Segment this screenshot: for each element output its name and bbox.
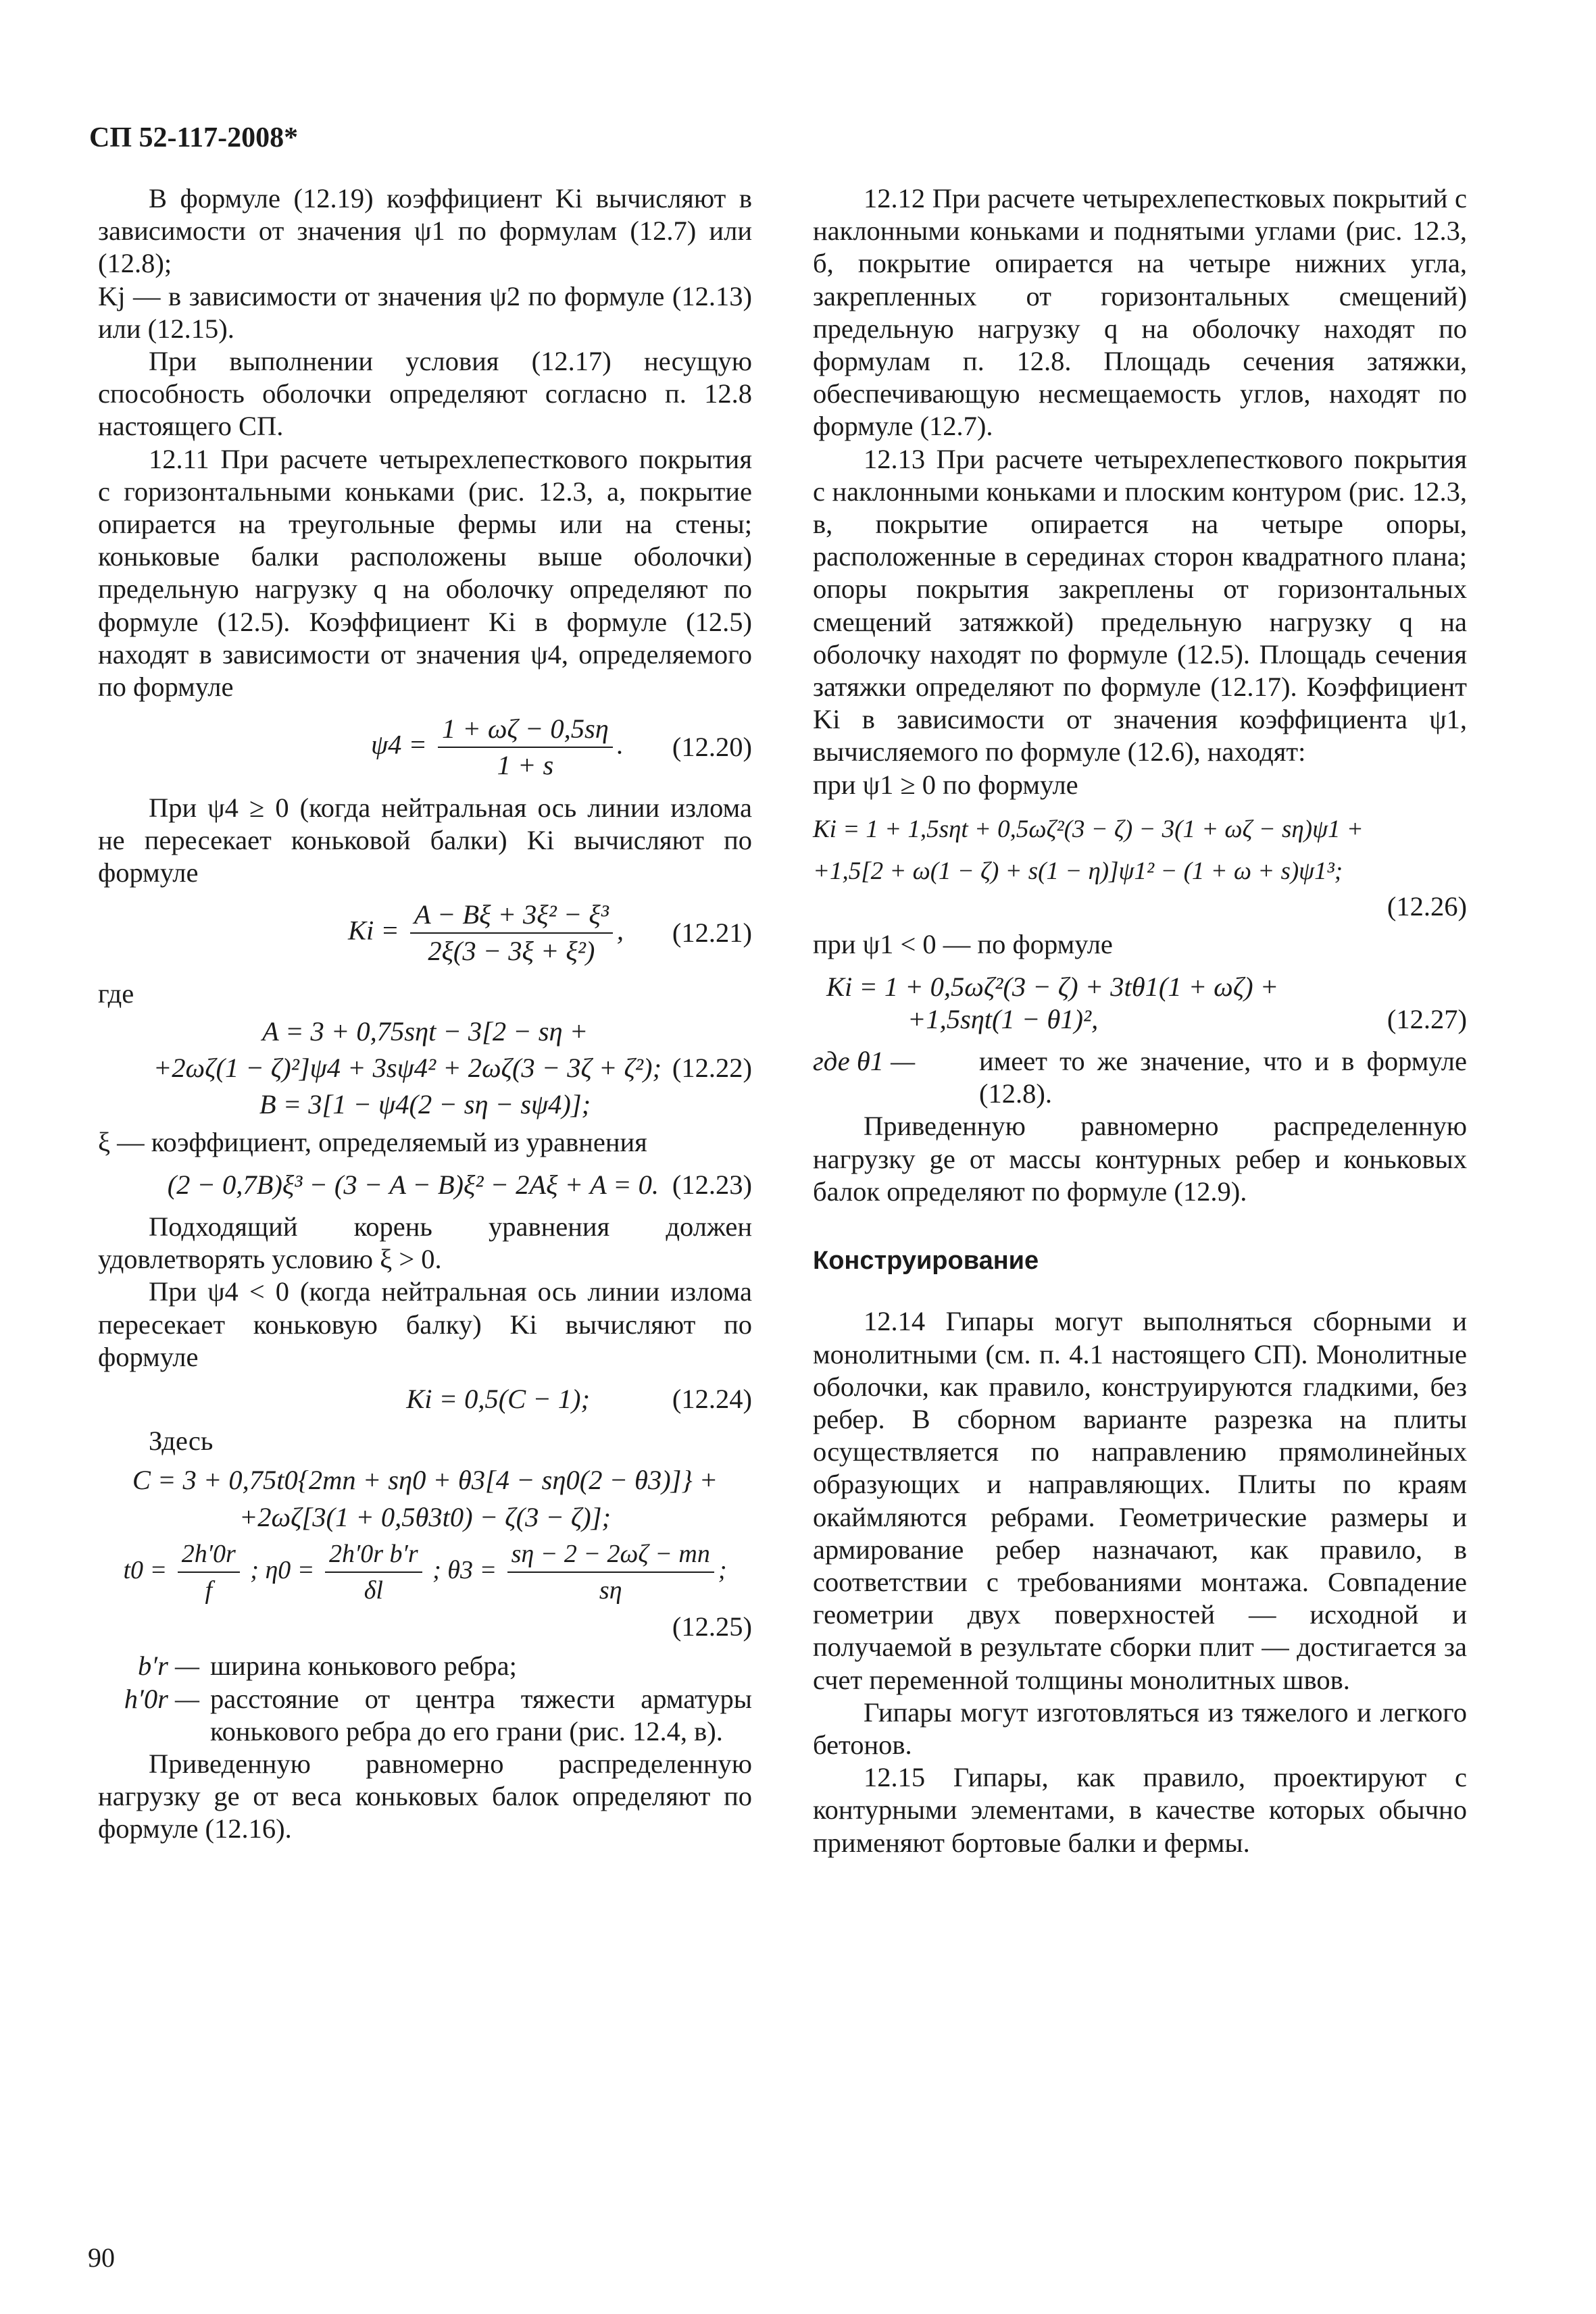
fraction-numerator: 2h′0r b′r	[325, 1538, 422, 1573]
formula-lhs: Ki =	[347, 915, 399, 946]
definition-symbol: где θ1 —	[813, 1046, 916, 1077]
definition-row	[813, 1045, 1467, 1110]
paragraph: Подходящий корень уравнения должен удовлетворять условию ξ > 0.	[98, 1211, 752, 1275]
definition-text: имеет то же значение, что и в формуле (12.8).	[979, 1046, 1467, 1109]
fraction-numerator: 2h′0r	[178, 1538, 240, 1573]
formula-number: (12.22)	[672, 1053, 752, 1084]
formula-12-24	[98, 1383, 752, 1415]
paragraph: при ψ1 < 0 — по формуле	[813, 929, 1113, 960]
formula-number: (12.26)	[1387, 891, 1467, 922]
where-label: где	[98, 978, 134, 1009]
formula-line: C = 3 + 0,75t0{2mn + sη0 + θ3[4 − sη0(2 − θ3)]} +	[132, 1465, 718, 1496]
paragraph: Приведенную равномерно распределенную нагрузку ge от веса коньковых балок определяют по формуле (12.16).	[98, 1748, 752, 1844]
fraction-denominator: sη	[599, 1576, 622, 1605]
paragraph: Приведенную равномерно распределенную нагрузку ge от массы контурных ребер и коньковых балок определяют по формуле (12.9).	[813, 1111, 1467, 1207]
formula-number: (12.27)	[1387, 1003, 1467, 1034]
fraction-numerator: 1 + ωζ − 0,5sη	[438, 713, 613, 748]
formula-12-23	[98, 1169, 752, 1201]
formula-number: (12.23)	[672, 1169, 752, 1200]
formula-part: ; θ3 =	[432, 1555, 497, 1584]
formula-line: B = 3[1 − ψ4(2 − sη − sψ4)];	[259, 1089, 591, 1120]
paragraph: Гипары могут изготовляться из тяжелого и легкого бетонов.	[813, 1696, 1467, 1760]
formula-12-27	[813, 971, 1467, 1036]
formula-line	[98, 1538, 752, 1607]
formula-line: A = 3 + 0,75sηt − 3[2 − sη +	[261, 1015, 589, 1047]
paragraph: Kj — в зависимости от значения ψ2 по формуле (12.13) или (12.15).	[98, 280, 752, 344]
formula-line: Ki = 1 + 1,5sηt + 0,5ωζ²(3 − ζ) − 3(1 + ωζ − sη)ψ1 +	[813, 815, 1364, 843]
formula-line: +1,5sηt(1 − θ1)²,	[907, 1003, 1099, 1034]
paragraph: при ψ1 ≥ 0 по формуле	[813, 769, 1078, 800]
paragraph: 12.13 При расчете четырехлепесткового покрытия с наклонными коньками и плоским контуром (рис. 12.3, в, покрытие опирается на четыре опоры, расположенные в серединах сторон квадратного плана; опоры покрытия закреплены от горизонтальных смещений затяжкой) предельную нагрузку q на оболочку находят по формуле (12.5). Площадь сечения затяжки определяют по формуле (12.17). Коэффициент Ki в зависимости от значения коэффициента ψ1, вычисляемого по формуле (12.6), находят:	[813, 443, 1467, 768]
fraction-numerator: sη − 2 − 2ωζ − mn	[507, 1538, 714, 1573]
paragraph: 12.12 При расчете четырехлепестковых покрытий с наклонными коньками и поднятыми углами (рис. 12.3, б, покрытие опирается на четыре нижних угла, закрепленных от горизонтальных смещений) предельную нагрузку q на оболочку находят по формулам п. 12.8. Площадь сечения затяжки, обеспечивающую несмещаемость углов, находят по формуле (12.7).	[813, 183, 1467, 442]
here-label: Здесь	[149, 1426, 214, 1457]
section-heading: Конструирование	[813, 1247, 1039, 1276]
formula-12-20: ψ4 = $\frac{1 + \omega\zeta - 0,5s\eta}{1 + s}$ . (12.20)	[98, 713, 752, 782]
definition-symbol: h′0r —	[124, 1683, 199, 1714]
paragraph: 12.11 При расчете четырехлепесткового покрытия с горизонтальными коньками (рис. 12.3, а, покрытие опирается на треугольные фермы или на стены; коньковые балки расположены выше оболочки) предельную нагрузку q на оболочку определяют по формуле (12.5). Коэффициент Ki в формуле (12.5) находят в зависимости от значения ψ4, определяемого по формуле	[98, 443, 752, 703]
fraction-denominator: δl	[364, 1576, 383, 1605]
formula-number: (12.24)	[672, 1383, 752, 1414]
formula-part: t0 =	[123, 1555, 168, 1584]
definition-row	[98, 1683, 752, 1748]
formula-line: +2ωζ[3(1 + 0,5θ3t0) − ζ(3 − ζ)];	[239, 1501, 612, 1532]
formula-12-22	[98, 1015, 752, 1122]
formula-number: (12.21)	[672, 917, 752, 949]
formula-number: (12.20)	[672, 732, 752, 763]
definition-row	[98, 1650, 752, 1682]
definition-symbol: b′r —	[137, 1651, 199, 1682]
definition-text: ширина конькового ребра;	[210, 1651, 517, 1682]
formula-part: ; η0 =	[250, 1555, 315, 1584]
definition-text: расстояние от центра тяжести арматуры конькового ребра до его грани (рис. 12.4, в).	[210, 1683, 752, 1746]
formula-line: (2 − 0,7B)ξ³ − (3 − A − B)ξ² − 2Aξ + A = 0.	[167, 1169, 659, 1200]
paragraph: При ψ4 < 0 (когда нейтральная ось линии излома пересекает коньковую балку) Ki вычисляют по формуле	[98, 1276, 752, 1372]
right-column	[813, 182, 1467, 1859]
fraction-denominator: 1 + s	[497, 750, 554, 781]
formula-line: Ki = 1 + 0,5ωζ²(3 − ζ) + 3tθ1(1 + ωζ) +	[826, 971, 1279, 1002]
paragraph: 12.15 Гипары, как правило, проектируют с контурными элементами, в качестве которых обычно применяют бортовые балки и фермы.	[813, 1762, 1467, 1858]
fraction-denominator: 2ξ(3 − 3ξ + ξ²)	[428, 936, 595, 967]
formula-number: (12.25)	[672, 1611, 752, 1642]
page-number: 90	[88, 2242, 115, 2273]
formula-line: +1,5[2 + ω(1 − ζ) + s(1 − η)]ψ1² − (1 + ω + s)ψ1³;	[813, 857, 1343, 886]
paragraph: При выполнении условия (12.17) несущую способность оболочки определяют согласно п. 12.8 настоящего СП.	[98, 346, 752, 442]
paragraph: ξ — коэффициент, определяемый из уравнения	[98, 1127, 647, 1158]
paragraph: В формуле (12.19) коэффициент Ki вычисляют в зависимости от значения ψ1 по формулам (12.7) или (12.8);	[98, 183, 752, 279]
formula-12-26	[813, 813, 1467, 924]
formula-line: Ki = 0,5(C − 1);	[406, 1383, 590, 1414]
paragraph: 12.14 Гипары могут выполняться сборными и монолитными (см. п. 4.1 настоящего СП). Монолитные оболочки, как правило, конструируются гладкими, без ребер. В сборном варианте разрезка на плиты осуществляется по направлению прямолинейных образующих и направляющих. Плиты по краям окаймляются ребрами. Геометрические размеры и армирование ребер назначают, как правило, в соответствии с требованиями монтажа. Совпадение геометрии двух поверхностей — исходной и получаемой в результате сборки плит — достигается за счет переменной толщины монолитных швов.	[813, 1306, 1467, 1695]
formula-line: +2ωζ(1 − ζ)²]ψ4 + 3sψ4² + 2ωζ(3 − 3ζ + ζ²);	[153, 1053, 662, 1084]
formula-lhs: ψ4 =	[371, 729, 427, 760]
formula-12-25	[98, 1464, 752, 1643]
fraction-numerator: A − Bξ + 3ξ² − ξ³	[410, 899, 613, 934]
page-header: СП 52-117-2008*	[89, 122, 299, 153]
formula-part: ;	[718, 1555, 727, 1584]
left-column	[98, 182, 752, 1846]
paragraph: При ψ4 ≥ 0 (когда нейтральная ось линии излома не пересекает коньковой балки) Ki вычисляют по формуле	[98, 792, 752, 888]
fraction-denominator: f	[205, 1576, 213, 1605]
formula-12-21: Ki = $\frac{\text{A − Bξ + 3ξ² − ξ³}}{\text{2ξ(3 − 3ξ + ξ²)}}$ , (12.21)	[98, 899, 752, 967]
